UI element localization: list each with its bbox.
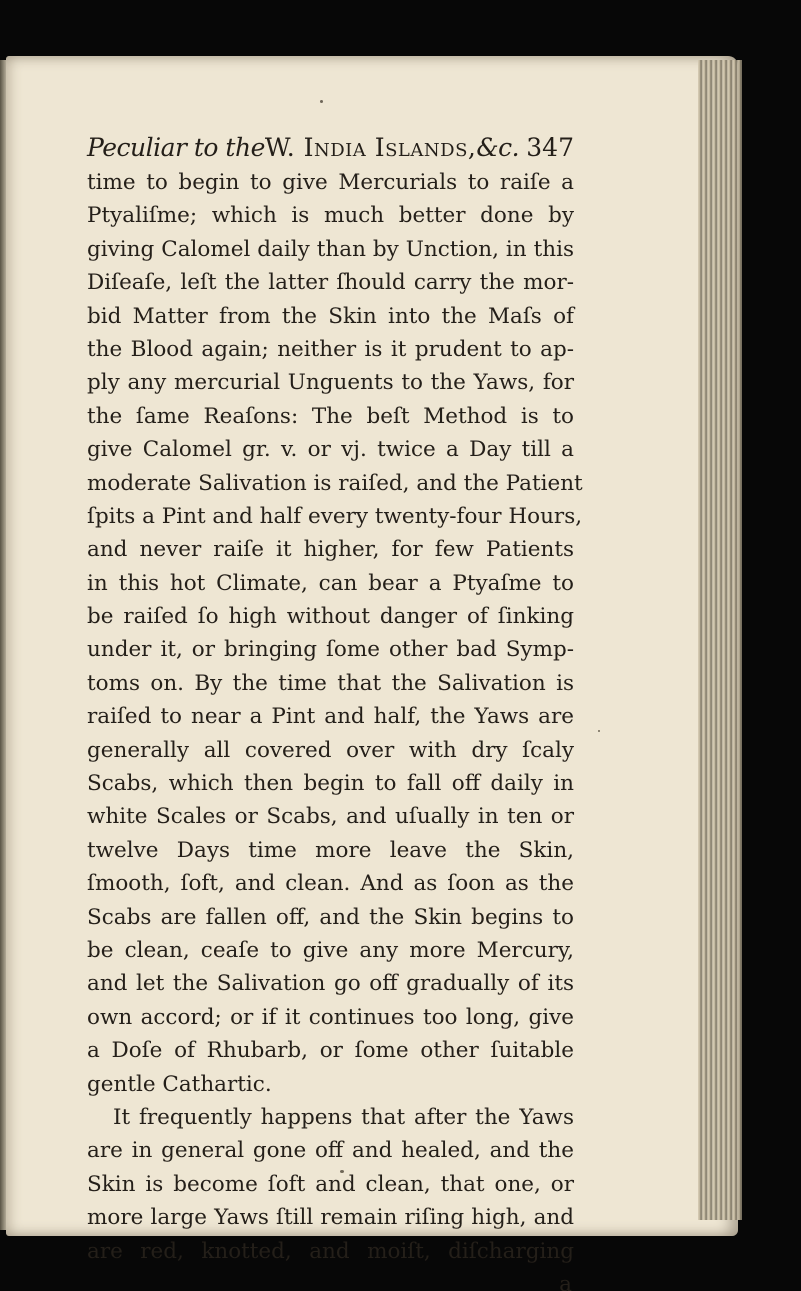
running-head-left: Peculiar to the [87,133,265,162]
text-line: and never raiſe it higher, for few Patients [87,537,574,563]
text-line: the ſame Reaſons: The beſt Method is to [87,403,574,429]
text-line: ſpits a Pint and half every twenty-four Hours, [87,503,583,529]
paper-speck [320,100,323,103]
text-line: time to begin to give Mercurials to raiſe a [87,170,574,195]
text-line: more large Yaws ſtill remain riſing high, and [87,1205,574,1231]
text-line: generally all covered over with dry ſcaly [87,737,574,763]
text-line: under it, or bringing ſome other bad Symp- [87,637,574,663]
text-line: are in general gone off and healed, and the [87,1138,574,1164]
text-line: giving Calomel daily than by Unction, in this [87,236,574,262]
text-line: Skin is become ſoft and clean, that one, or [87,1171,574,1197]
text-line: own accord; or if it continues too long, give [87,1004,574,1030]
text-line: toms on. By the time that the Salivation is [87,670,574,696]
text-line: are red, knotted, and moiſt, diſcharging [87,1238,574,1264]
text-line: Ptyaliſme; which is much better done by [87,203,574,229]
text-line: twelve Days time more leave the Skin, [87,837,574,863]
page-number: 347 [526,133,574,162]
page-fore-edge [698,60,742,1220]
text-line: It frequently happens that after the Yaws [113,1104,574,1130]
text-line: raiſed to near a Pint and half, the Yaws are [87,704,574,730]
text-line: the Blood again; neither is it prudent to ap- [87,336,574,362]
running-head [87,130,574,166]
paper-speck [598,730,600,732]
running-head-etc: &c. [476,133,520,162]
text-line: be raiſed ſo high without danger of ſinking [87,604,574,630]
text-line: gentle Cathartic. [87,1071,272,1097]
text-line: moderate Salivation is raiſed, and the Patient [87,470,583,496]
page-text [87,130,583,1291]
text-line: ſmooth, ſoft, and clean. And as ſoon as the [87,871,574,897]
running-head-title: W. India Islands, [264,133,477,162]
text-line: a Doſe of Rhubarb, or ſome other ſuitable [87,1038,574,1064]
text-line: ply any mercurial Unguents to the Yaws, for [87,370,574,396]
text-line: bid Matter from the Skin into the Maſs of [87,303,574,329]
text-line: in this hot Climate, can bear a Ptyaſme to [87,570,574,596]
text-line: white Scales or Scabs, and uſually in ten or [87,804,574,830]
text-line: and let the Salivation go off gradually of its [87,971,574,997]
catchword: a [559,1271,572,1291]
text-line: Diſeaſe, leſt the latter ſhould carry the mor- [87,270,574,296]
text-line: Scabs, which then begin to fall off daily in [87,771,574,797]
text-line: Scabs are fallen off, and the Skin begins to [87,904,574,930]
text-line: give Calomel gr. v. or vj. twice a Day till a [87,437,574,463]
text-line: be clean, ceaſe to give any more Mercury, [87,937,574,963]
